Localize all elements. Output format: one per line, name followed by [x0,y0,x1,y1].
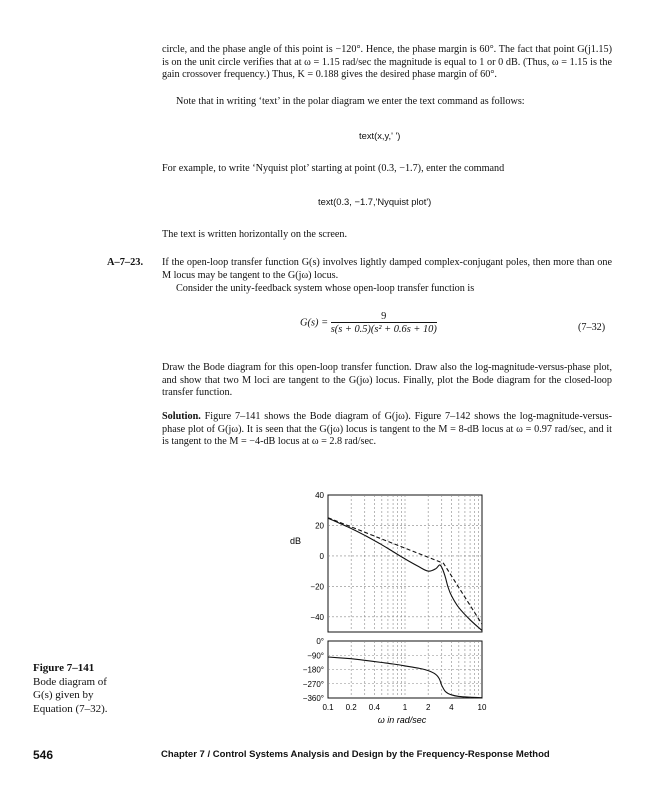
equation-numerator: 9 [381,311,387,322]
problem-label: A–7–23. [107,257,144,268]
x-tick-label: 1 [402,703,408,712]
magnitude-grid [328,495,482,632]
x-tick-label: 0.4 [368,703,380,712]
chapter-running-title: Chapter 7 / Control Systems Analysis and Design by the Frequency-Response Method [161,749,550,760]
figure-title: Figure 7–141 [33,662,95,674]
code-nyquist-command: text(0.3, −1.7,'Nyquist plot') [318,196,432,207]
solution-label: Solution. [162,411,201,422]
solution-text: Figure 7–141 shows the Bode diagram of G(jω). Figure 7–142 shows the log-magnitude-versus-phase plot of G(jω). It is seen that the G(jω) locus is tangent to the M = 8-dB locus at ω = 0.97 rad/sec, and it is tangent to the M = −4-dB locus at ω = 2.8 rad/sec. [162,411,613,448]
magnitude-curve-exact [328,518,482,630]
phase-tick-label: −360° [302,694,324,703]
magnitude-tick-label: 20 [315,521,324,531]
paragraph-horizontal: The text is written horizontally on the screen. [162,229,348,240]
magnitude-axis-label: dB [290,536,302,546]
x-tick-label: 10 [477,703,487,712]
code-text-command: text(x,y,' ') [359,130,401,141]
equation-number: (7–32) [578,322,606,333]
axis-ticks [303,491,487,712]
paragraph-consider: Consider the unity-feedback system whose open-loop transfer function is [176,283,475,294]
caption-line: Equation (7–32). [33,702,108,715]
paragraph-text-command: Note that in writing ‘text’ in the polar diagram we enter the text command as follows: [176,96,525,107]
paragraph-problem: If the open-loop transfer function G(s) involves lightly damped complex-conjugant poles, then more than one M locus may be tangent to the G(jω) locus. [162,257,612,281]
paragraph-example: For example, to write ‘Nyquist plot’ starting at point (0.3, −1.7), enter the command [162,163,505,174]
x-tick-label: 2 [425,703,431,712]
caption-line: Bode diagram of [33,675,107,688]
equation-lhs: G(s) = [300,317,329,329]
phase-grid [328,641,482,698]
magnitude-tick-label: 40 [315,491,324,500]
x-tick-label: 0.1 [322,703,334,712]
phase-tick-label: −270° [302,679,324,689]
magnitude-tick-label: 0 [319,551,324,561]
x-tick-label: 4 [449,703,454,712]
caption-line: G(s) given by [33,689,94,701]
magnitude-tick-label: −20 [310,582,324,592]
paragraph-instructions: Draw the Bode diagram for this open-loop transfer function. Draw also the log-magnitude-versus-phase plot, and show that two M loci are tangent to the G(jω) locus. Finally, plot the Bode diagram for the closed-loop transfer function. [162,362,612,399]
figure-caption [33,662,108,716]
paragraph-phase-margin: circle, and the phase angle of this point is −120°. Hence, the phase margin is 60°. The fact that point G(j1.15) is on the unit circle verifies that at ω = 1.15 rad/sec the magnitude is equal to 1 or 0 dB. (Thus, ω = 1.15 is the gain crossover frequency.) Thus, K = 0.188 gives the desired phase margin of 60°. [162,44,612,81]
phase-tick-label: −90° [307,651,324,661]
phase-tick-label: −180° [302,665,324,675]
magnitude-tick-label: −40 [310,612,324,622]
page-number: 546 [33,748,54,762]
phase-tick-label: 0° [316,637,324,646]
x-tick-label: 0.2 [345,703,357,712]
x-axis-label: ω in rad/sec [377,715,427,725]
equation-denominator: s(s + 0.5)(s² + 0.6s + 10) [330,324,437,335]
